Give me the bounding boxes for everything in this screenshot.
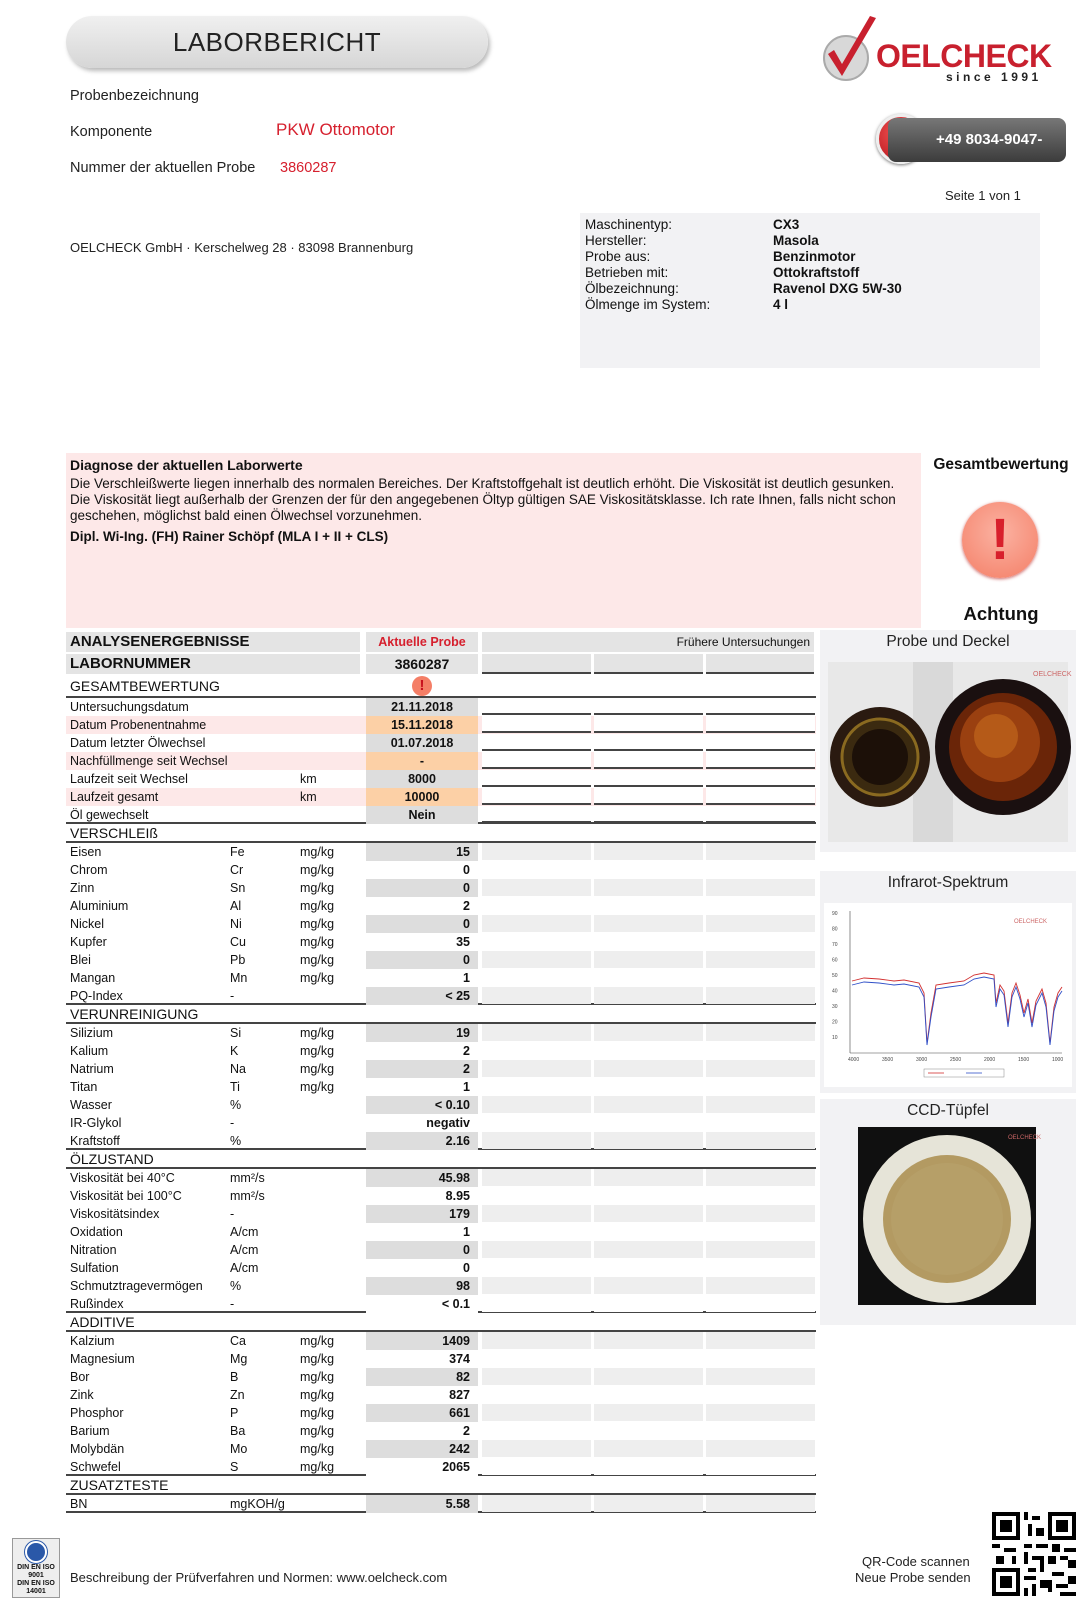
row-label: Rußindex	[70, 1297, 124, 1311]
row-value: 1	[366, 969, 478, 987]
qr-caption-2: Neue Probe senden	[855, 1570, 971, 1585]
table-row	[66, 1386, 816, 1404]
report-title: LABORBERICHT	[66, 16, 488, 68]
row-unit: mg/kg	[300, 953, 335, 967]
row-label: Silizium	[70, 1026, 114, 1040]
table-row	[66, 1332, 816, 1350]
analysis-header: ANALYSENERGEBNISSE	[70, 632, 360, 652]
row-symbol: %	[230, 1098, 242, 1112]
row-value: 242	[366, 1440, 478, 1458]
phone-number[interactable]: +49 8034-9047-210	[888, 118, 1066, 162]
table-row	[66, 843, 816, 861]
ir-ytick: 10	[832, 1035, 838, 1041]
row-label: Datum Probenentnahme	[70, 718, 207, 732]
machine-value: CX3	[773, 217, 800, 232]
photo-title: Probe und Deckel	[886, 633, 1010, 650]
row-label: Natrium	[70, 1062, 114, 1076]
row-symbol: Sn	[230, 881, 246, 895]
row-value: 0	[366, 1259, 478, 1277]
row-value: negativ	[366, 1114, 478, 1132]
row-value: -	[366, 752, 478, 770]
ir-ytick: 20	[832, 1019, 838, 1026]
row-symbol: Fe	[230, 845, 245, 859]
row-value: 0	[366, 861, 478, 879]
row-unit: mg/kg	[300, 971, 335, 985]
ir-xtick: 3500	[882, 1057, 894, 1063]
row-value: 661	[366, 1404, 478, 1422]
row-symbol: Si	[230, 1026, 242, 1040]
section-header	[66, 1313, 816, 1332]
row-unit: mg/kg	[300, 845, 335, 859]
row-label: Chrom	[70, 863, 108, 877]
row-label: Mangan	[70, 971, 116, 985]
table-row	[66, 1241, 816, 1259]
machine-key: Ölbezeichnung:	[585, 281, 679, 296]
row-value: < 0.1	[366, 1295, 478, 1313]
ir-watermark: OELCHECK	[1014, 919, 1048, 925]
row-symbol: Pb	[230, 953, 246, 967]
ccd-title: CCD-Tüpfel	[907, 1102, 989, 1119]
row-label: Untersuchungsdatum	[70, 700, 189, 714]
iso-badge	[12, 1538, 60, 1598]
row-unit: mg/kg	[300, 1406, 335, 1420]
row-symbol: A/cm	[230, 1261, 259, 1275]
ir-xtick: 1000	[1052, 1057, 1064, 1063]
row-value: Nein	[366, 806, 478, 824]
row-label: Kalzium	[70, 1334, 115, 1348]
logo-since: since 1991	[946, 70, 1042, 84]
row-symbol: mgKOH/g	[230, 1497, 285, 1511]
probe-nummer-label: Nummer der aktuellen Probe	[70, 160, 256, 176]
table-row	[66, 716, 816, 734]
photo-watermark: OELCHECK	[1033, 671, 1072, 678]
machine-row	[585, 265, 1040, 281]
row-unit: mg/kg	[300, 1460, 335, 1474]
section-title: VERUNREINIGUNG	[70, 1006, 199, 1022]
row-unit: mg/kg	[300, 1370, 335, 1384]
row-label: Kraftstoff	[70, 1134, 120, 1148]
table-row	[66, 806, 816, 824]
sample-photo	[828, 662, 1072, 842]
row-label: Zinn	[70, 881, 95, 895]
gesamtbewertung-label: GESAMTBEWERTUNG	[70, 678, 220, 694]
ir-xtick: 3000	[916, 1057, 928, 1063]
table-row	[66, 1422, 816, 1440]
row-symbol: Na	[230, 1062, 246, 1076]
row-unit: mg/kg	[300, 1424, 335, 1438]
row-symbol: Mo	[230, 1442, 248, 1456]
table-row	[66, 1458, 816, 1476]
results-table	[66, 632, 816, 1513]
row-value: 5.58	[366, 1495, 478, 1513]
komponente-label: Komponente	[70, 124, 153, 140]
row-value: < 25	[366, 987, 478, 1005]
row-symbol: %	[230, 1134, 242, 1148]
ccd-spot-image	[858, 1127, 1042, 1305]
row-label: Nitration	[70, 1243, 117, 1257]
row-unit: mg/kg	[300, 1442, 335, 1456]
footer-text[interactable]: Beschreibung der Prüfverfahren und Normen: www.oelcheck.com	[70, 1570, 448, 1585]
table-row	[66, 951, 816, 969]
small-warning-icon: !	[412, 676, 432, 696]
row-label: Titan	[70, 1080, 98, 1094]
row-label: Bor	[70, 1370, 90, 1384]
table-row	[66, 1495, 816, 1513]
row-label: Kalium	[70, 1044, 109, 1058]
table-row	[66, 1024, 816, 1042]
diagnosis-box	[66, 453, 921, 628]
row-unit: mg/kg	[300, 1388, 335, 1402]
row-value: 1	[366, 1078, 478, 1096]
row-label: BN	[70, 1497, 88, 1511]
row-label: Kupfer	[70, 935, 107, 949]
section-header	[66, 824, 816, 843]
ir-title: Infrarot-Spektrum	[887, 874, 1009, 891]
machine-key: Ölmenge im System:	[585, 297, 711, 312]
row-unit: mg/kg	[300, 863, 335, 877]
table-row	[66, 698, 816, 716]
row-symbol: A/cm	[230, 1243, 259, 1257]
table-row	[66, 861, 816, 879]
ir-xtick: 2500	[950, 1057, 962, 1063]
iso-line-3: DIN EN ISO	[17, 1580, 55, 1587]
machine-row	[585, 281, 1040, 297]
row-unit: mg/kg	[300, 935, 335, 949]
row-symbol: K	[230, 1044, 239, 1058]
oelcheck-logo	[820, 14, 1060, 94]
row-value: 0	[366, 915, 478, 933]
table-row	[66, 1440, 816, 1458]
row-symbol: Ti	[230, 1080, 240, 1094]
table-row	[66, 1350, 816, 1368]
row-symbol: A/cm	[230, 1225, 259, 1239]
row-unit: mg/kg	[300, 1334, 335, 1348]
row-symbol: P	[230, 1406, 239, 1420]
diagnosis-title: Diagnose der aktuellen Laborwerte	[70, 457, 303, 473]
ir-ytick: 70	[832, 942, 838, 948]
table-row	[66, 1223, 816, 1241]
row-label: Barium	[70, 1424, 110, 1438]
row-value: 2	[366, 1422, 478, 1440]
ir-ytick: 30	[832, 1004, 838, 1010]
row-value: 82	[366, 1368, 478, 1386]
machine-value: Masola	[773, 233, 819, 248]
row-symbol: Cr	[230, 863, 244, 877]
table-row	[66, 1187, 816, 1205]
row-value: 21.11.2018	[366, 698, 478, 716]
row-symbol: Ni	[230, 917, 242, 931]
row-value: 179	[366, 1205, 478, 1223]
section-title: VERSCHLEIß	[70, 825, 158, 841]
lab-address: OELCHECK GmbH · Kerschelweg 28 · 83098 Brannenburg	[70, 240, 414, 255]
row-unit: mg/kg	[300, 1080, 335, 1094]
iso-seal-icon	[25, 1541, 47, 1563]
row-label: IR-Glykol	[70, 1116, 122, 1130]
row-value: 01.07.2018	[366, 734, 478, 752]
row-unit: km	[300, 790, 317, 804]
row-label: Oxidation	[70, 1225, 123, 1239]
row-value: 2	[366, 897, 478, 915]
row-symbol: Mg	[230, 1352, 248, 1366]
logo-check: CHECK	[940, 38, 1052, 74]
row-label: Laufzeit seit Wechsel	[70, 772, 188, 786]
current-sample-header: Aktuelle Probe	[366, 632, 478, 652]
row-value: 8.95	[366, 1187, 478, 1205]
row-label: Laufzeit gesamt	[70, 790, 159, 804]
section-title: ADDITIVE	[70, 1314, 135, 1330]
section-header	[66, 1005, 816, 1024]
machine-row	[585, 249, 1040, 265]
table-row	[66, 915, 816, 933]
row-label: Sulfation	[70, 1261, 119, 1275]
row-unit: mg/kg	[300, 881, 335, 895]
row-symbol: -	[230, 1297, 235, 1311]
row-label: Nickel	[70, 917, 105, 931]
table-row	[66, 1404, 816, 1422]
table-row	[66, 1295, 816, 1313]
table-row	[66, 788, 816, 806]
machine-value: Benzinmotor	[773, 249, 856, 264]
table-row	[66, 752, 816, 770]
ir-ytick: 80	[832, 926, 838, 933]
ir-ytick: 60	[832, 957, 838, 964]
row-symbol: -	[230, 1207, 235, 1221]
ir-spectrum-panel	[820, 871, 1076, 1093]
overall-rating-title: Gesamtbewertung	[933, 456, 1069, 473]
row-symbol: Mn	[230, 971, 248, 985]
machine-key: Maschinentyp:	[585, 217, 673, 232]
table-row	[66, 1205, 816, 1223]
checkmark-logo-icon	[820, 14, 880, 84]
table-row	[66, 1060, 816, 1078]
machine-info-box	[580, 213, 1040, 368]
table-row	[66, 1132, 816, 1150]
row-label: Schwefel	[70, 1460, 121, 1474]
ir-xtick: 4000	[848, 1057, 860, 1063]
row-value: 0	[366, 879, 478, 897]
table-row	[66, 1096, 816, 1114]
row-label: Viskosität bei 100°C	[70, 1189, 182, 1203]
table-row	[66, 1368, 816, 1386]
iso-line-4: 14001	[26, 1588, 46, 1595]
warning-icon: !	[962, 502, 1038, 578]
row-symbol: mm²/s	[230, 1189, 265, 1203]
row-symbol: %	[230, 1279, 242, 1293]
row-label: Nachfüllmenge seit Wechsel	[70, 754, 228, 768]
row-value: 2	[366, 1042, 478, 1060]
row-unit: mg/kg	[300, 917, 335, 931]
row-value: 45.98	[366, 1169, 478, 1187]
row-value: 1409	[366, 1332, 478, 1350]
row-symbol: Ba	[230, 1424, 246, 1438]
row-symbol: Cu	[230, 935, 246, 949]
row-label: Aluminium	[70, 899, 129, 913]
ir-ytick: 50	[832, 973, 838, 979]
row-label: Eisen	[70, 845, 102, 859]
row-value: 2.16	[366, 1132, 478, 1150]
row-label: Magnesium	[70, 1352, 135, 1366]
row-symbol: Ca	[230, 1334, 246, 1348]
logo-oel: OEL	[876, 38, 941, 74]
iso-line-2: 9001	[28, 1572, 44, 1579]
row-label: Schmutztragevermögen	[70, 1279, 203, 1293]
iso-line-1: DIN EN ISO	[17, 1564, 55, 1571]
row-value: 15.11.2018	[366, 716, 478, 734]
row-label: Viskosität bei 40°C	[70, 1171, 175, 1185]
ir-ytick: 40	[832, 988, 838, 995]
machine-row	[585, 217, 1040, 233]
table-row	[66, 1277, 816, 1295]
ir-xtick: 1500	[1018, 1057, 1030, 1063]
ir-ytick: 90	[832, 911, 838, 917]
row-value: 19	[366, 1024, 478, 1042]
table-row	[66, 734, 816, 752]
diagnosis-text: Die Verschleißwerte liegen innerhalb des normalen Bereiches. Der Kraftstoffgehalt ist deutlich erhöht. Die Viskosität ist deutlich gesunken. Die Viskosität liegt außerhalb der Grenzen der für den angegebenen Öltyp gültigen SAE Viskositätsklasse. Ich rate Ihnen, falls nicht schon geschehen, möglichst bald einen Ölwechsel vorzunehmen.	[70, 476, 896, 523]
table-row	[66, 1042, 816, 1060]
row-value: 1	[366, 1223, 478, 1241]
row-symbol: B	[230, 1370, 239, 1384]
previous-header: Frühere Untersuchungen	[482, 632, 814, 652]
row-value: 35	[366, 933, 478, 951]
table-row	[66, 1114, 816, 1132]
row-value: 2	[366, 1060, 478, 1078]
table-row	[66, 1259, 816, 1277]
table-row	[66, 1078, 816, 1096]
table-row	[66, 897, 816, 915]
row-value: 0	[366, 951, 478, 969]
table-row	[66, 770, 816, 788]
ccd-watermark: OELCHECK	[1008, 1135, 1042, 1141]
ir-xtick: 2000	[984, 1057, 996, 1063]
section-title: ÖLZUSTAND	[70, 1151, 154, 1167]
row-symbol: Zn	[230, 1388, 245, 1402]
row-unit: mg/kg	[300, 1026, 335, 1040]
section-header	[66, 1476, 816, 1495]
labnummer-label: LABORNUMMER	[70, 655, 191, 672]
qr-code-icon[interactable]	[992, 1512, 1076, 1596]
machine-key: Betrieben mit:	[585, 265, 669, 280]
overall-status: Achtung	[963, 603, 1039, 624]
row-label: PQ-Index	[70, 989, 123, 1003]
row-symbol: S	[230, 1460, 239, 1474]
probenbezeichnung-label: Probenbezeichnung	[70, 88, 199, 104]
table-row	[66, 987, 816, 1005]
labnummer-value: 3860287	[366, 654, 478, 674]
page-indicator: Seite 1 von 1	[945, 188, 1021, 203]
row-symbol: mm²/s	[230, 1171, 265, 1185]
sample-photo-panel	[820, 630, 1076, 852]
row-value: 374	[366, 1350, 478, 1368]
row-value: 8000	[366, 770, 478, 788]
machine-value: 4 l	[773, 297, 789, 312]
row-label: Phosphor	[70, 1406, 124, 1420]
row-symbol: -	[230, 989, 235, 1003]
table-row	[66, 1169, 816, 1187]
komponente-value: PKW Ottomotor	[276, 120, 396, 139]
row-symbol: Al	[230, 899, 242, 913]
row-value: 827	[366, 1386, 478, 1404]
row-label: Datum letzter Ölwechsel	[70, 736, 206, 750]
machine-value: Ottokraftstoff	[773, 265, 860, 280]
row-label: Blei	[70, 953, 91, 967]
machine-key: Probe aus:	[585, 249, 651, 264]
ir-spectrum-chart	[824, 903, 1072, 1087]
probe-nummer-value: 3860287	[280, 160, 337, 176]
row-label: Zink	[70, 1388, 94, 1402]
row-value: 0	[366, 1241, 478, 1259]
row-unit: mg/kg	[300, 1062, 335, 1076]
machine-row	[585, 297, 1040, 313]
ccd-panel	[820, 1099, 1076, 1325]
row-unit: mg/kg	[300, 1044, 335, 1058]
row-label: Öl gewechselt	[70, 808, 149, 822]
table-row	[66, 879, 816, 897]
row-label: Molybdän	[70, 1442, 125, 1456]
row-value: 10000	[366, 788, 478, 806]
qr-caption-1: QR-Code scannen	[862, 1554, 970, 1569]
machine-row	[585, 233, 1040, 249]
row-label: Viskositätsindex	[70, 1207, 160, 1221]
diagnosis-signature: Dipl. Wi-Ing. (FH) Rainer Schöpf (MLA I + II + CLS)	[70, 529, 389, 544]
row-unit: mg/kg	[300, 1352, 335, 1366]
row-value: < 0.10	[366, 1096, 478, 1114]
row-unit: mg/kg	[300, 899, 335, 913]
machine-key: Hersteller:	[585, 233, 647, 248]
table-row	[66, 969, 816, 987]
section-header	[66, 1150, 816, 1169]
row-label: Wasser	[70, 1098, 112, 1112]
row-value: 15	[366, 843, 478, 861]
table-row	[66, 933, 816, 951]
machine-value: Ravenol DXG 5W-30	[773, 281, 902, 296]
section-title: ZUSATZTESTE	[70, 1477, 169, 1493]
row-unit: km	[300, 772, 317, 786]
row-value: 98	[366, 1277, 478, 1295]
row-value: 2065	[366, 1458, 478, 1476]
row-symbol: -	[230, 1116, 235, 1130]
